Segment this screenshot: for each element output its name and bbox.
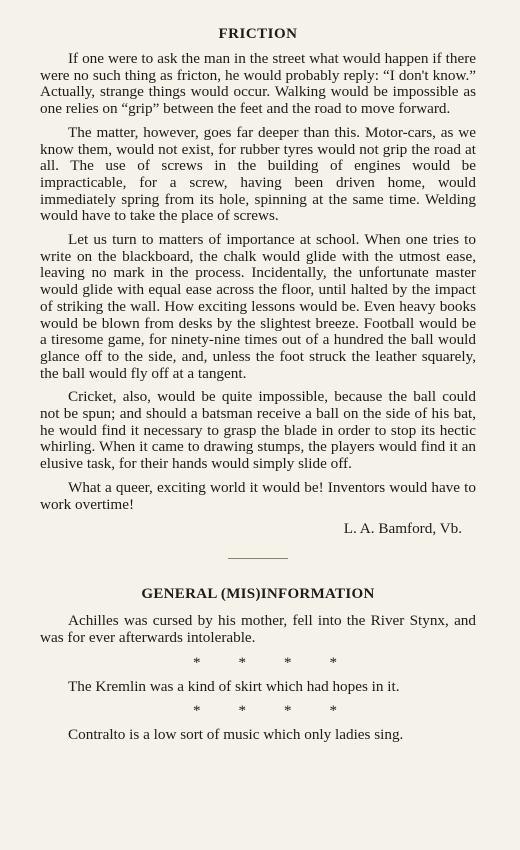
paragraph: If one were to ask the man in the street what would happen if there were no such thing as fricton, he would probably reply: “I don't know.” Actually, strange things would occur. Walking would be impossible as one relies on “grip” between the feet and the road to move forward. (40, 50, 476, 118)
star: * (193, 654, 201, 671)
document-page (40, 26, 476, 744)
paragraph: Cricket, also, would be quite impossible, because the ball could not be spun; and should a batsman receive a ball on the side of his bat, he would find it necessary to grasp the blade in order to stop its hectic whirling. When it came to drawing stumps, the players would find it an elusive task, for their hands would simply slide off. (40, 388, 476, 473)
star: * (329, 703, 337, 720)
paragraph: What a queer, exciting world it would be! Inventors would have to work overtime! (40, 478, 476, 513)
paragraph: The matter, however, goes far deeper than this. Motor-cars, as we know them, would not exist, for rubber tyres would not grip the road at all. The use of screws in the building of engines would be impracticable, for a screw, having been driven home, would immediately spring from its hole, spinning at the same time. Welding would have to take the place of screws. (40, 123, 476, 225)
star: * (284, 703, 292, 720)
star-separator (54, 655, 476, 671)
star: * (238, 654, 246, 671)
misinformation-entry: Achilles was cursed by his mother, fell into the River Stynx, and was for ever afterwards intolerable. (40, 612, 476, 646)
star: * (238, 703, 246, 720)
paragraph: Let us turn to matters of importance at school. When one tries to write on the blackboard, the chalk would glide with the utmost ease, leaving no mark in the process. Incidentally, the unfortunate master would glide with equal ease across the floor, until halted by the impact of striking the wall. How exciting lessons would be. Even heavy books would be blown from desks by the slightest breeze. Football would be a tiresome game, for ninety-nine times out of a hundred the ball would glance off to the side, and, unless the foot struck the leather squarely, the ball would fly off at a tangent. (40, 231, 476, 382)
author-signature: L. A. Bamford, Vb. (343, 520, 462, 538)
star: * (284, 654, 292, 671)
section-divider (228, 558, 288, 559)
star: * (193, 703, 201, 720)
misinformation-entry: The Kremlin was a kind of skirt which had hopes in it. (68, 677, 400, 695)
article-title-general-misinformation: GENERAL (MIS)INFORMATION (141, 586, 375, 603)
star: * (329, 654, 337, 671)
star-separator (54, 703, 476, 719)
misinformation-entry: Contralto is a low sort of music which only ladies sing. (68, 726, 404, 744)
article-title-friction: FRICTION (218, 26, 298, 42)
